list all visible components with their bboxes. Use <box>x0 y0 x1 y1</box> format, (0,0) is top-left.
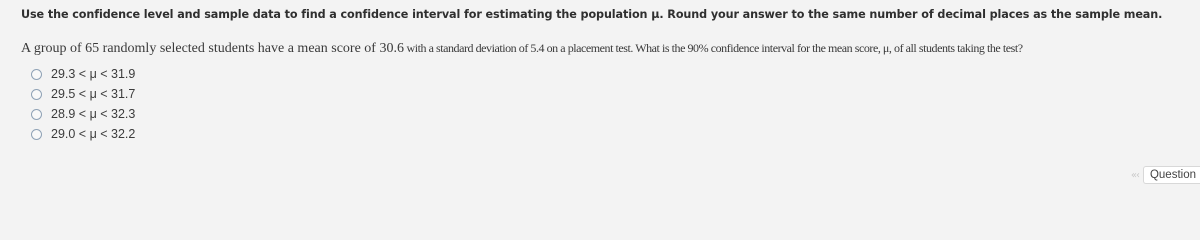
question-lead: A group of 65 randomly selected students have a mean score of 30.6 <box>21 41 404 56</box>
radio-button[interactable] <box>31 109 42 120</box>
instruction-text: Use the confidence level and sample data to find a confidence interval for estimating the population μ. Round your answer to the same number of decimal places as the sample mean. <box>21 8 1163 21</box>
question-text <box>21 41 1023 57</box>
radio-button[interactable] <box>31 89 42 100</box>
radio-button[interactable] <box>31 69 42 80</box>
choice-label: 29.5 < μ < 31.7 <box>51 87 136 101</box>
choice-label: 28.9 < μ < 32.3 <box>51 107 136 121</box>
question-rest: with a standard deviation of 5.4 on a placement test. What is the 90% confidence interval for the mean score, μ, of all students taking the test? <box>403 41 1023 55</box>
answer-choice[interactable] <box>31 64 135 84</box>
answer-choice[interactable] <box>31 84 135 104</box>
previous-arrows-icon[interactable]: «‹ <box>1130 169 1139 181</box>
answer-choice[interactable] <box>31 104 135 124</box>
choice-label: 29.0 < μ < 32.2 <box>51 127 136 141</box>
question-footer <box>1131 165 1200 185</box>
question-nav-button[interactable]: Question <box>1143 166 1200 184</box>
choice-label: 29.3 < μ < 31.9 <box>51 67 136 81</box>
answer-choices <box>31 64 135 144</box>
answer-choice[interactable] <box>31 124 135 144</box>
radio-button[interactable] <box>31 129 42 140</box>
